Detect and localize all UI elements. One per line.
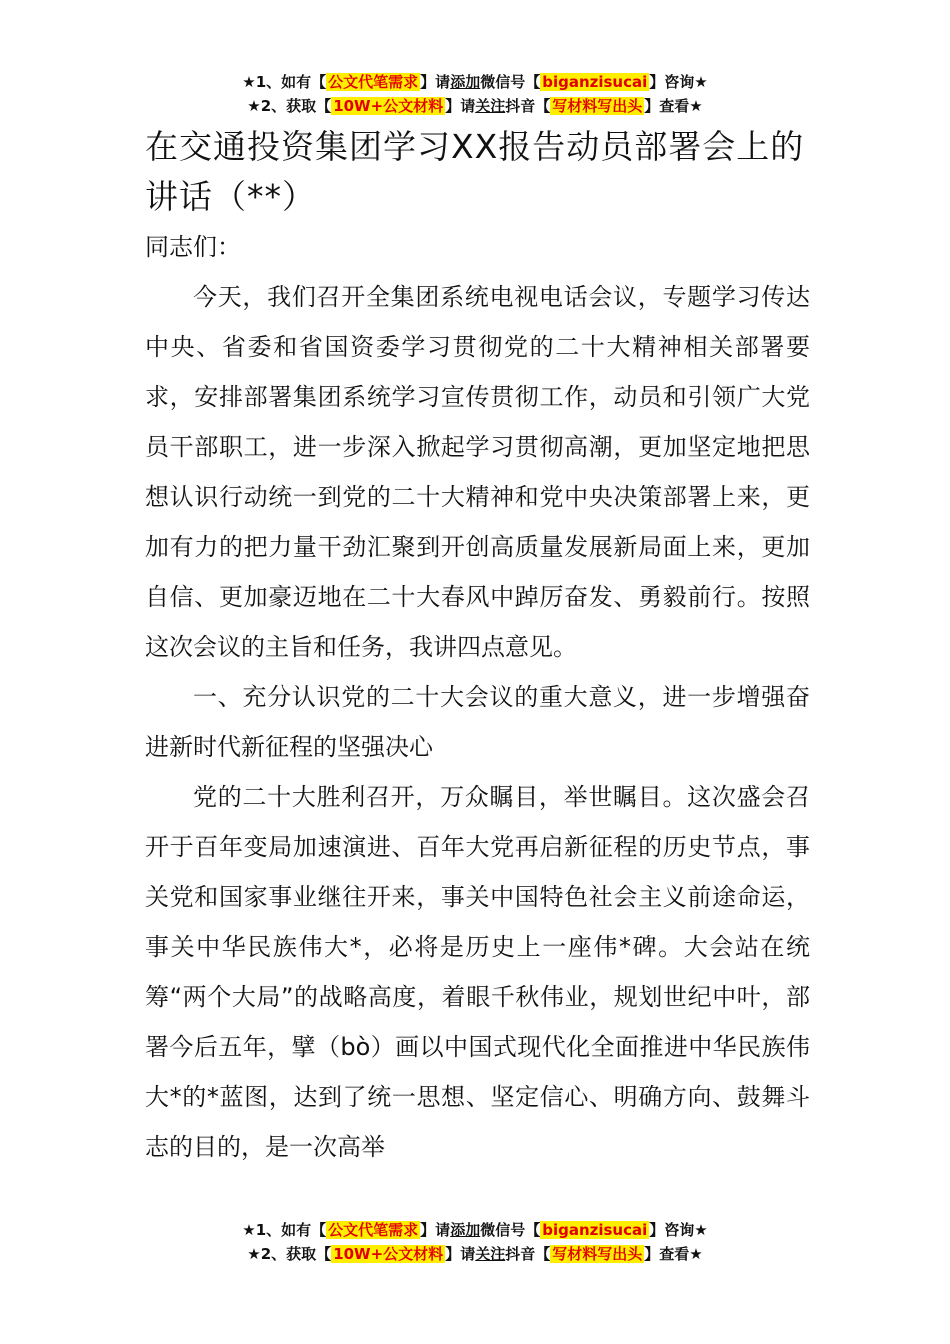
promo-line-2 [0, 1242, 950, 1266]
promo-highlight: 写材料写出头 [552, 1245, 643, 1263]
promo-line-2 [0, 94, 950, 118]
promo-highlight: 10W+公文材料 [333, 97, 444, 115]
promo-text: 】查看★ [644, 1245, 703, 1263]
promo-text: 微信号【 [480, 73, 541, 91]
promo-text: 】查看★ [644, 97, 703, 115]
bottom-promo-banner [0, 1218, 950, 1266]
promo-text: 】请 [445, 1245, 476, 1263]
promo-text: ★1、如有【 [242, 1221, 327, 1239]
promo-underline: 关注 [475, 1245, 506, 1263]
top-promo-banner [0, 70, 950, 118]
promo-text: 】咨询★ [649, 1221, 708, 1239]
promo-text: ★1、如有【 [242, 73, 327, 91]
promo-underline: 添加 [450, 73, 481, 91]
promo-text: 】咨询★ [649, 73, 708, 91]
promo-text: 】请 [420, 73, 451, 91]
document-title: 在交通投资集团学习XX报告动员部署会上的讲话（**） [145, 127, 805, 216]
promo-underline: 关注 [475, 97, 506, 115]
document-body [145, 122, 810, 1172]
section-heading: 一、充分认识党的二十大会议的重大意义，进一步增强奋进新时代新征程的坚强决心 [145, 683, 810, 761]
promo-highlight: 公文代笔需求 [328, 1221, 419, 1239]
promo-highlight: 公文代笔需求 [328, 73, 419, 91]
paragraph: 今天，我们召开全集团系统电视电话会议，专题学习传达中央、省委和省国资委学习贯彻党的二十大精神相关部署要求，安排部署集团系统学习宣传贯彻工作，动员和引领广大党员干部职工，进一步深入掀起学习贯彻高潮，更加坚定地把思想认识行动统一到党的二十大精神和党中央决策部署上来，更加有力的把力量干劲汇聚到开创高质量发展新局面上来，更加自信、更加豪迈地在二十大春风中踔厉奋发、勇毅前行。按照这次会议的主旨和任务，我讲四点意见。 [145, 283, 810, 661]
promo-line-1 [0, 1218, 950, 1242]
paragraph: 党的二十大胜利召开，万众瞩目，举世瞩目。这次盛会召开于百年变局加速演进、百年大党再启新征程的历史节点，事关党和国家事业继往开来，事关中国特色社会主义前途命运，事关中华民族伟大*，必将是历史上一座伟*碑。大会站在统筹“两个大局”的战略高度，着眼千秋伟业，规划世纪中叶，部署今后五年，擘（bò）画以中国式现代化全面推进中华民族伟大*的*蓝图，达到了统一思想、坚定信心、明确方向、鼓舞斗志的目的，是一次高举 [145, 783, 810, 1161]
promo-text: 】请 [445, 97, 476, 115]
promo-line-1 [0, 70, 950, 94]
promo-text: 】请 [420, 1221, 451, 1239]
promo-text: 抖音【 [505, 97, 551, 115]
promo-highlight: 10W+公文材料 [333, 1245, 444, 1263]
promo-text: 抖音【 [505, 1245, 551, 1263]
promo-text: 微信号【 [480, 1221, 541, 1239]
promo-highlight: biganzisucai [542, 1221, 648, 1239]
promo-underline: 添加 [450, 1221, 481, 1239]
promo-text: ★2、获取【 [247, 1245, 332, 1263]
promo-highlight: 写材料写出头 [552, 97, 643, 115]
promo-text: ★2、获取【 [247, 97, 332, 115]
salutation: 同志们： [145, 233, 241, 261]
promo-highlight: biganzisucai [542, 73, 648, 91]
